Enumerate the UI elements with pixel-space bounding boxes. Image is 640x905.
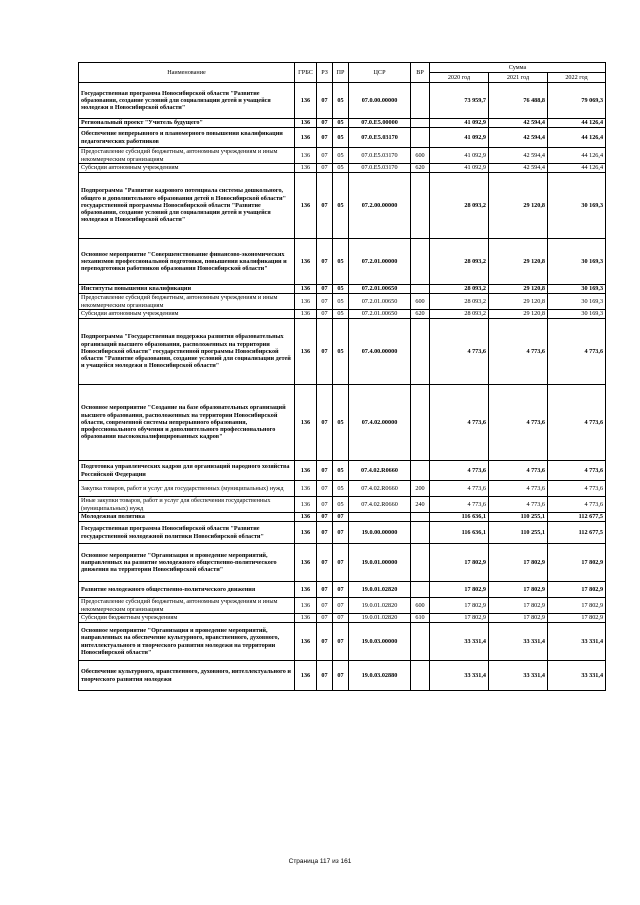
row-grbs-cell: 136 — [295, 582, 317, 598]
row-grbs-cell: 136 — [295, 310, 317, 319]
row-csr-cell: 07.0.E5.03170 — [349, 164, 411, 173]
row-rz-cell: 07 — [317, 128, 333, 148]
row-vr-cell: 200 — [411, 481, 430, 497]
row-grbs-cell: 136 — [295, 164, 317, 173]
table-row — [79, 83, 606, 119]
row-grbs-cell: 136 — [295, 385, 317, 461]
row-csr-cell: 07.4.02.R0660 — [349, 461, 411, 481]
header-csr: ЦСР — [349, 63, 411, 83]
row-vr-cell — [411, 661, 430, 691]
row-2022-cell: 33 331,4 — [548, 623, 606, 661]
row-name-cell: Субсидии бюджетным учреждениям — [79, 614, 295, 623]
table-row — [79, 614, 606, 623]
row-vr-cell — [411, 385, 430, 461]
table-row — [79, 522, 606, 544]
row-pr-cell: 05 — [333, 481, 349, 497]
row-2020-cell: 17 802,9 — [430, 614, 489, 623]
row-csr-cell: 19.0.01.00000 — [349, 544, 411, 582]
row-2021-cell: 29 120,8 — [489, 294, 548, 310]
row-csr-cell: 07.0.E5.00000 — [349, 119, 411, 128]
row-vr-cell: 600 — [411, 294, 430, 310]
row-vr-cell — [411, 128, 430, 148]
row-2022-cell: 17 802,9 — [548, 614, 606, 623]
row-vr-cell — [411, 119, 430, 128]
row-2020-cell: 4 773,6 — [430, 319, 489, 385]
row-rz-cell: 07 — [317, 319, 333, 385]
row-rz-cell: 07 — [317, 148, 333, 164]
table-row — [79, 598, 606, 614]
row-csr-cell: 07.2.01.00000 — [349, 239, 411, 285]
row-2020-cell: 17 802,9 — [430, 582, 489, 598]
row-csr-cell: 07.4.02.R0660 — [349, 497, 411, 513]
row-csr-cell: 19.0.01.02820 — [349, 598, 411, 614]
row-pr-cell: 05 — [333, 385, 349, 461]
row-pr-cell: 05 — [333, 148, 349, 164]
row-csr-cell: 19.0.03.00000 — [349, 623, 411, 661]
row-vr-cell — [411, 522, 430, 544]
row-2020-cell: 28 093,2 — [430, 310, 489, 319]
row-2020-cell: 4 773,6 — [430, 481, 489, 497]
row-rz-cell: 07 — [317, 385, 333, 461]
row-rz-cell: 07 — [317, 481, 333, 497]
row-rz-cell: 07 — [317, 119, 333, 128]
row-grbs-cell: 136 — [295, 513, 317, 522]
row-2020-cell: 41 092,9 — [430, 164, 489, 173]
row-2022-cell: 17 802,9 — [548, 582, 606, 598]
row-2020-cell: 28 093,2 — [430, 285, 489, 294]
row-2022-cell: 4 773,6 — [548, 481, 606, 497]
row-vr-cell — [411, 623, 430, 661]
row-2022-cell: 17 802,9 — [548, 544, 606, 582]
row-2020-cell: 41 092,9 — [430, 148, 489, 164]
row-pr-cell: 07 — [333, 582, 349, 598]
row-2022-cell: 30 169,3 — [548, 239, 606, 285]
row-vr-cell — [411, 173, 430, 239]
row-2020-cell: 4 773,6 — [430, 461, 489, 481]
row-2020-cell: 17 802,9 — [430, 598, 489, 614]
row-grbs-cell: 136 — [295, 173, 317, 239]
row-name-cell: Институты повышения квалификации — [79, 285, 295, 294]
row-2020-cell: 28 093,2 — [430, 294, 489, 310]
row-2022-cell: 112 677,5 — [548, 513, 606, 522]
row-name-cell: Региональный проект "Учитель будущего" — [79, 119, 295, 128]
row-pr-cell: 05 — [333, 173, 349, 239]
row-name-cell: Подпрограмма "Развитие кадрового потенциала системы дошкольного, общего и дополнительного образования детей в Новосибирской области" государственной программы Новосибирской области "Развитие образования, создание условий для социализации детей и учащейся молодежи в Новосибирской области" — [79, 173, 295, 239]
row-pr-cell: 07 — [333, 598, 349, 614]
row-vr-cell: 600 — [411, 148, 430, 164]
row-2022-cell: 112 677,5 — [548, 522, 606, 544]
header-grbs: ГРБС — [295, 63, 317, 83]
row-name-cell: Подпрограмма "Государственная поддержка развития образовательных организаций высшего образования, расположенных на территории Новосибирской области" государственной программы Новосибирской области "Развитие образования, создание условий для социализации детей и учащейся молодежи в Новосибирской области" — [79, 319, 295, 385]
row-name-cell: Государственная программа Новосибирской области "Развитие образования, создание условий для социализации детей и учащейся молодежи в Новосибирской области" — [79, 83, 295, 119]
row-csr-cell: 07.0.00.00000 — [349, 83, 411, 119]
row-2021-cell: 4 773,6 — [489, 497, 548, 513]
row-rz-cell: 07 — [317, 461, 333, 481]
row-grbs-cell: 136 — [295, 461, 317, 481]
row-vr-cell: 240 — [411, 497, 430, 513]
row-rz-cell: 07 — [317, 544, 333, 582]
table-body — [79, 83, 606, 691]
row-rz-cell: 07 — [317, 661, 333, 691]
table-row — [79, 164, 606, 173]
row-2021-cell: 29 120,8 — [489, 310, 548, 319]
row-name-cell: Молодежная политика — [79, 513, 295, 522]
row-csr-cell: 07.4.02.R0660 — [349, 481, 411, 497]
header-2022: 2022 год — [548, 73, 606, 83]
row-rz-cell: 07 — [317, 522, 333, 544]
row-2020-cell: 41 092,9 — [430, 119, 489, 128]
row-grbs-cell: 136 — [295, 623, 317, 661]
row-rz-cell: 07 — [317, 598, 333, 614]
row-2021-cell: 76 488,8 — [489, 83, 548, 119]
row-2020-cell: 17 802,9 — [430, 544, 489, 582]
row-2022-cell: 79 069,3 — [548, 83, 606, 119]
table-row — [79, 513, 606, 522]
row-2020-cell: 4 773,6 — [430, 497, 489, 513]
row-name-cell: Обеспечение культурного, нравственного, духовного, интеллектуального и творческого развития молодежи — [79, 661, 295, 691]
row-2022-cell: 4 773,6 — [548, 385, 606, 461]
header-rz: РЗ — [317, 63, 333, 83]
row-csr-cell: 07.2.00.00000 — [349, 173, 411, 239]
row-name-cell: Государственная программа Новосибирской области "Развитие государственной молодежной политики Новосибирской области" — [79, 522, 295, 544]
row-2020-cell: 28 093,2 — [430, 173, 489, 239]
row-pr-cell: 05 — [333, 128, 349, 148]
header-pr: ПР — [333, 63, 349, 83]
row-name-cell: Обеспечение непрерывного и планомерного повышения квалификации педагогических работников — [79, 128, 295, 148]
row-2020-cell: 4 773,6 — [430, 385, 489, 461]
row-vr-cell — [411, 513, 430, 522]
row-2022-cell: 30 169,3 — [548, 310, 606, 319]
row-csr-cell — [349, 513, 411, 522]
row-vr-cell: 620 — [411, 310, 430, 319]
row-vr-cell — [411, 239, 430, 285]
row-csr-cell: 07.0.E5.03170 — [349, 148, 411, 164]
row-pr-cell: 05 — [333, 461, 349, 481]
row-name-cell: Закупка товаров, работ и услуг для государственных (муниципальных) нужд — [79, 481, 295, 497]
row-csr-cell: 07.4.02.00000 — [349, 385, 411, 461]
row-2021-cell: 42 594,4 — [489, 128, 548, 148]
row-2021-cell: 4 773,6 — [489, 481, 548, 497]
row-2021-cell: 33 331,4 — [489, 661, 548, 691]
row-pr-cell: 07 — [333, 623, 349, 661]
row-2022-cell: 30 169,3 — [548, 294, 606, 310]
table-row — [79, 239, 606, 285]
row-vr-cell — [411, 461, 430, 481]
row-pr-cell: 07 — [333, 522, 349, 544]
table-row — [79, 310, 606, 319]
row-2022-cell: 4 773,6 — [548, 319, 606, 385]
row-2022-cell: 30 169,3 — [548, 285, 606, 294]
row-vr-cell — [411, 83, 430, 119]
row-2021-cell: 42 594,4 — [489, 119, 548, 128]
row-rz-cell: 07 — [317, 497, 333, 513]
row-grbs-cell: 136 — [295, 497, 317, 513]
row-vr-cell — [411, 285, 430, 294]
header-sum: Сумма — [430, 63, 606, 73]
row-pr-cell: 05 — [333, 319, 349, 385]
row-pr-cell: 05 — [333, 310, 349, 319]
row-rz-cell: 07 — [317, 614, 333, 623]
row-pr-cell: 05 — [333, 285, 349, 294]
row-2021-cell: 17 802,9 — [489, 582, 548, 598]
row-2021-cell: 33 331,4 — [489, 623, 548, 661]
row-2022-cell: 30 169,3 — [548, 173, 606, 239]
row-grbs-cell: 136 — [295, 481, 317, 497]
row-name-cell: Иные закупки товаров, работ и услуг для обеспечения государственных (муниципальных) нужд — [79, 497, 295, 513]
row-name-cell: Развитие молодежного общественно-политического движения — [79, 582, 295, 598]
row-pr-cell: 05 — [333, 119, 349, 128]
row-2021-cell: 29 120,8 — [489, 285, 548, 294]
table-row — [79, 461, 606, 481]
row-vr-cell — [411, 319, 430, 385]
row-name-cell: Субсидии автономным учреждениям — [79, 310, 295, 319]
row-name-cell: Предоставление субсидий бюджетным, автономным учреждениям и иным некоммерческим организациям — [79, 294, 295, 310]
row-name-cell: Основное мероприятие "Организация и проведение мероприятий, направленных на обеспечение культурного, нравственного, духовного, интеллектуального и творческого развития молодежи на территории Новосибирской области" — [79, 623, 295, 661]
row-rz-cell: 07 — [317, 83, 333, 119]
row-2020-cell: 41 092,9 — [430, 128, 489, 148]
row-grbs-cell: 136 — [295, 544, 317, 582]
row-pr-cell: 07 — [333, 513, 349, 522]
row-vr-cell — [411, 544, 430, 582]
table-row — [79, 119, 606, 128]
table-row — [79, 319, 606, 385]
row-csr-cell: 19.0.00.00000 — [349, 522, 411, 544]
row-name-cell: Основное мероприятие "Совершенствование финансово-экономических механизмов профессиональной подготовки, повышения квалификации и переподготовки работников образования Новосибирской области" — [79, 239, 295, 285]
row-2020-cell: 33 331,4 — [430, 661, 489, 691]
row-2021-cell: 110 255,1 — [489, 513, 548, 522]
row-2020-cell: 116 636,1 — [430, 522, 489, 544]
budget-table — [78, 62, 606, 691]
row-grbs-cell: 136 — [295, 148, 317, 164]
row-vr-cell: 610 — [411, 614, 430, 623]
row-2022-cell: 33 331,4 — [548, 661, 606, 691]
header-name: Наименование — [79, 63, 295, 83]
row-csr-cell: 19.0.01.02820 — [349, 582, 411, 598]
row-2021-cell: 29 120,8 — [489, 173, 548, 239]
row-pr-cell: 05 — [333, 83, 349, 119]
row-2022-cell: 44 126,4 — [548, 148, 606, 164]
row-pr-cell: 07 — [333, 614, 349, 623]
row-pr-cell: 05 — [333, 239, 349, 285]
header-2020: 2020 год — [430, 73, 489, 83]
row-name-cell: Подготовка управленческих кадров для организаций народного хозяйства Российской Федерации — [79, 461, 295, 481]
table-row — [79, 128, 606, 148]
row-2022-cell: 4 773,6 — [548, 497, 606, 513]
row-csr-cell: 19.0.03.02880 — [349, 661, 411, 691]
row-rz-cell: 07 — [317, 285, 333, 294]
table-row — [79, 582, 606, 598]
row-name-cell: Основное мероприятие "Создание на базе образовательных организаций высшего образования, расположенных на территории Новосибирской области, современной системы непрерывного образования, профессионального обучения и дополнительного профессионального образования высококвалифицированных кадров" — [79, 385, 295, 461]
row-grbs-cell: 136 — [295, 119, 317, 128]
row-rz-cell: 07 — [317, 513, 333, 522]
row-rz-cell: 07 — [317, 582, 333, 598]
table-row — [79, 497, 606, 513]
row-vr-cell: 620 — [411, 164, 430, 173]
table-row — [79, 481, 606, 497]
row-csr-cell: 07.4.00.00000 — [349, 319, 411, 385]
row-2021-cell: 42 594,4 — [489, 148, 548, 164]
row-pr-cell: 05 — [333, 164, 349, 173]
row-pr-cell: 05 — [333, 497, 349, 513]
row-vr-cell — [411, 582, 430, 598]
table-row — [79, 285, 606, 294]
row-pr-cell: 07 — [333, 661, 349, 691]
row-grbs-cell: 136 — [295, 522, 317, 544]
row-name-cell: Основное мероприятие "Организация и проведение мероприятий, направленных на развитие молодежного общественно-политического движения на территории Новосибирской области" — [79, 544, 295, 582]
row-2021-cell: 110 255,1 — [489, 522, 548, 544]
row-csr-cell: 07.0.E5.03170 — [349, 128, 411, 148]
header-vr: ВР — [411, 63, 430, 83]
row-grbs-cell: 136 — [295, 661, 317, 691]
row-2021-cell: 17 802,9 — [489, 614, 548, 623]
table-row — [79, 544, 606, 582]
row-2020-cell: 73 959,7 — [430, 83, 489, 119]
table-row — [79, 623, 606, 661]
row-csr-cell: 07.2.01.00650 — [349, 310, 411, 319]
row-2022-cell: 44 126,4 — [548, 128, 606, 148]
row-2020-cell: 28 093,2 — [430, 239, 489, 285]
row-csr-cell: 19.0.01.02820 — [349, 614, 411, 623]
row-grbs-cell: 136 — [295, 319, 317, 385]
row-rz-cell: 07 — [317, 310, 333, 319]
header-2021: 2021 год — [489, 73, 548, 83]
row-2021-cell: 17 802,9 — [489, 598, 548, 614]
row-name-cell: Предоставление субсидий бюджетным, автономным учреждениям и иным некоммерческим организациям — [79, 598, 295, 614]
row-2021-cell: 17 802,9 — [489, 544, 548, 582]
row-2022-cell: 44 126,4 — [548, 164, 606, 173]
row-csr-cell: 07.2.01.00650 — [349, 285, 411, 294]
row-rz-cell: 07 — [317, 294, 333, 310]
row-2022-cell: 17 802,9 — [548, 598, 606, 614]
table-row — [79, 661, 606, 691]
table-row — [79, 294, 606, 310]
row-grbs-cell: 136 — [295, 128, 317, 148]
table-row — [79, 173, 606, 239]
row-rz-cell: 07 — [317, 164, 333, 173]
row-grbs-cell: 136 — [295, 83, 317, 119]
row-csr-cell: 07.2.01.00650 — [349, 294, 411, 310]
row-2020-cell: 116 636,1 — [430, 513, 489, 522]
table-row — [79, 148, 606, 164]
row-2021-cell: 29 120,8 — [489, 239, 548, 285]
row-grbs-cell: 136 — [295, 239, 317, 285]
row-name-cell: Субсидии автономным учреждениям — [79, 164, 295, 173]
row-grbs-cell: 136 — [295, 285, 317, 294]
page-number: Страница 117 из 161 — [288, 858, 352, 865]
row-2020-cell: 33 331,4 — [430, 623, 489, 661]
row-vr-cell: 600 — [411, 598, 430, 614]
row-rz-cell: 07 — [317, 173, 333, 239]
row-rz-cell: 07 — [317, 239, 333, 285]
row-2021-cell: 4 773,6 — [489, 385, 548, 461]
row-2021-cell: 4 773,6 — [489, 319, 548, 385]
row-pr-cell: 05 — [333, 294, 349, 310]
row-2021-cell: 4 773,6 — [489, 461, 548, 481]
row-grbs-cell: 136 — [295, 294, 317, 310]
table-row — [79, 385, 606, 461]
row-grbs-cell: 136 — [295, 614, 317, 623]
row-2022-cell: 44 126,4 — [548, 119, 606, 128]
row-2021-cell: 42 594,4 — [489, 164, 548, 173]
row-name-cell: Предоставление субсидий бюджетным, автономным учреждениям и иным некоммерческим организациям — [79, 148, 295, 164]
row-rz-cell: 07 — [317, 623, 333, 661]
row-grbs-cell: 136 — [295, 598, 317, 614]
row-2022-cell: 4 773,6 — [548, 461, 606, 481]
row-pr-cell: 07 — [333, 544, 349, 582]
